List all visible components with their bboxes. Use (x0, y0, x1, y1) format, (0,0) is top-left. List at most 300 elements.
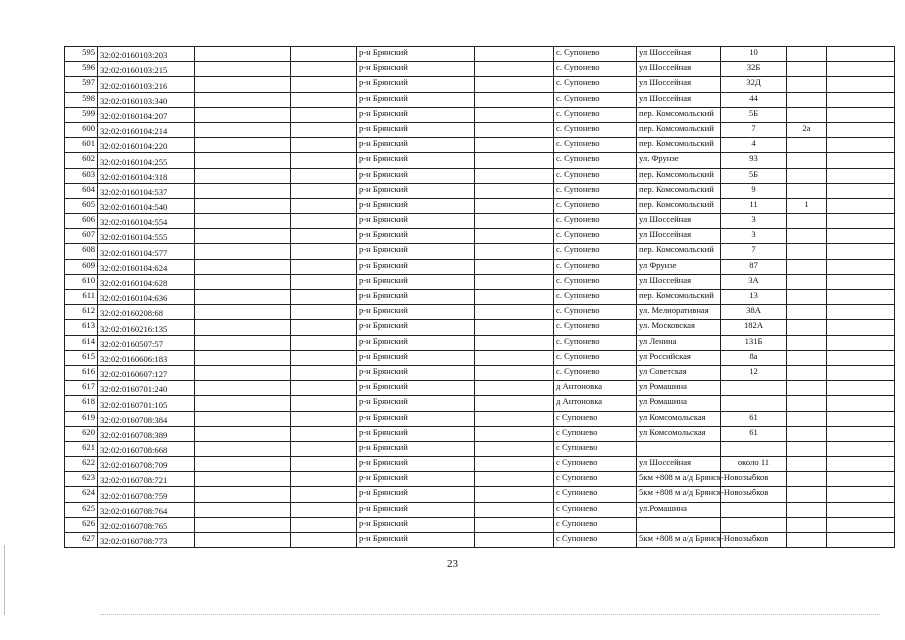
cell-house-number: 44 (721, 92, 787, 107)
cell-empty-col-c (475, 533, 554, 548)
cell-empty-col-a (195, 244, 291, 259)
cell-empty-col-a (195, 183, 291, 198)
cell-cadastral-number: 32:02:0160708:773 (98, 533, 195, 548)
cell-building-number (787, 153, 827, 168)
cell-empty-col-c (475, 229, 554, 244)
cell-empty-col-b (291, 274, 357, 289)
cell-settlement: с. Супонево (554, 244, 637, 259)
cell-empty-col-d (827, 214, 895, 229)
cell-empty-col-c (475, 335, 554, 350)
cell-row-number: 622 (65, 457, 98, 472)
cell-district: р-н Брянский (357, 259, 475, 274)
cell-settlement: с. Супонево (554, 77, 637, 92)
cell-empty-col-a (195, 47, 291, 62)
cell-house-number: 61 (721, 411, 787, 426)
cell-empty-col-c (475, 305, 554, 320)
cell-house-number: 5Б (721, 168, 787, 183)
cell-empty-col-b (291, 77, 357, 92)
table-row (65, 259, 895, 274)
table-row (65, 426, 895, 441)
cell-street: ул Шоссейная (637, 47, 721, 62)
cell-empty-col-a (195, 122, 291, 137)
table-row (65, 381, 895, 396)
cell-district: р-н Брянский (357, 381, 475, 396)
cell-empty-col-d (827, 62, 895, 77)
cell-district: р-н Брянский (357, 365, 475, 380)
cell-row-number: 596 (65, 62, 98, 77)
cell-empty-col-c (475, 381, 554, 396)
cell-settlement: с. Супонево (554, 122, 637, 137)
cell-street: пер. Комсомольский (637, 198, 721, 213)
cell-house-number: 87 (721, 259, 787, 274)
cell-empty-col-a (195, 259, 291, 274)
cell-cadastral-number: 32:02:0160104:207 (98, 107, 195, 122)
cell-empty-col-d (827, 472, 895, 487)
cell-empty-col-a (195, 92, 291, 107)
cell-empty-col-c (475, 441, 554, 456)
cell-cadastral-number: 32:02:0160708:764 (98, 502, 195, 517)
cell-street: пер. Комсомольский (637, 244, 721, 259)
cell-empty-col-c (475, 77, 554, 92)
cell-cadastral-number: 32:02:0160701:240 (98, 381, 195, 396)
cell-house-number: 93 (721, 153, 787, 168)
table-row (65, 487, 895, 502)
cell-settlement: с. Супонево (554, 305, 637, 320)
cell-settlement: с. Супонево (554, 138, 637, 153)
cell-row-number: 605 (65, 198, 98, 213)
cell-building-number (787, 168, 827, 183)
table-row (65, 62, 895, 77)
cell-cadastral-number: 32:02:0160104:577 (98, 244, 195, 259)
cell-empty-col-c (475, 502, 554, 517)
cell-empty-col-b (291, 441, 357, 456)
cell-cadastral-number: 32:02:0160104:255 (98, 153, 195, 168)
cell-settlement: с. Супонево (554, 214, 637, 229)
cell-district: р-н Брянский (357, 487, 475, 502)
cell-empty-col-a (195, 472, 291, 487)
cell-empty-col-c (475, 138, 554, 153)
cell-settlement: с Супонево (554, 457, 637, 472)
cell-building-number (787, 517, 827, 532)
cell-empty-col-d (827, 441, 895, 456)
cell-district: р-н Брянский (357, 244, 475, 259)
cell-cadastral-number: 32:02:0160708:668 (98, 441, 195, 456)
cell-building-number (787, 487, 827, 502)
cell-building-number (787, 381, 827, 396)
cell-row-number: 601 (65, 138, 98, 153)
cell-row-number: 613 (65, 320, 98, 335)
cell-house-number: 7 (721, 244, 787, 259)
cell-house-number: 131Б (721, 335, 787, 350)
cell-empty-col-c (475, 472, 554, 487)
cell-street: ул Советская (637, 365, 721, 380)
cell-row-number: 617 (65, 381, 98, 396)
page-number: 23 (447, 558, 458, 570)
cell-cadastral-number: 32:02:0160104:318 (98, 168, 195, 183)
table-row (65, 472, 895, 487)
cell-empty-col-a (195, 381, 291, 396)
cell-settlement: с Супонево (554, 533, 637, 548)
cell-cadastral-number: 32:02:0160104:554 (98, 214, 195, 229)
cell-settlement: д Антоновка (554, 396, 637, 411)
cell-empty-col-d (827, 533, 895, 548)
cell-empty-col-d (827, 350, 895, 365)
cell-settlement: с. Супонево (554, 62, 637, 77)
cell-row-number: 610 (65, 274, 98, 289)
cell-settlement: с. Супонево (554, 320, 637, 335)
cell-row-number: 614 (65, 335, 98, 350)
cell-cadastral-number: 32:02:0160103:215 (98, 62, 195, 77)
cell-cadastral-number: 32:02:0160606:183 (98, 350, 195, 365)
cell-district: р-н Брянский (357, 229, 475, 244)
cell-row-number: 606 (65, 214, 98, 229)
table-row (65, 305, 895, 320)
cell-empty-col-a (195, 502, 291, 517)
cell-district: р-н Брянский (357, 122, 475, 137)
cell-empty-col-a (195, 168, 291, 183)
cell-building-number (787, 472, 827, 487)
cell-cadastral-number: 32:02:0160708:709 (98, 457, 195, 472)
cell-empty-col-c (475, 274, 554, 289)
cell-district: р-н Брянский (357, 320, 475, 335)
cell-district: р-н Брянский (357, 198, 475, 213)
cell-district: р-н Брянский (357, 335, 475, 350)
scan-artifact-line (100, 614, 880, 615)
cell-empty-col-b (291, 47, 357, 62)
cell-empty-col-b (291, 457, 357, 472)
cell-empty-col-b (291, 138, 357, 153)
cell-building-number (787, 350, 827, 365)
cell-street (637, 517, 721, 532)
cell-house-number (721, 441, 787, 456)
cell-house-number: 5Б (721, 107, 787, 122)
cell-building-number (787, 214, 827, 229)
table-row (65, 320, 895, 335)
table-row (65, 533, 895, 548)
cell-building-number (787, 365, 827, 380)
cell-row-number: 612 (65, 305, 98, 320)
cell-empty-col-c (475, 517, 554, 532)
cell-empty-col-c (475, 411, 554, 426)
cell-row-number: 607 (65, 229, 98, 244)
cell-street: ул Комсомольская (637, 426, 721, 441)
cell-street: пер. Комсомольский (637, 122, 721, 137)
cell-empty-col-d (827, 198, 895, 213)
register-table-body (65, 47, 895, 548)
cell-district: р-н Брянский (357, 411, 475, 426)
cell-building-number (787, 320, 827, 335)
cell-district: р-н Брянский (357, 472, 475, 487)
cell-empty-col-c (475, 198, 554, 213)
cell-empty-col-b (291, 502, 357, 517)
table-row (65, 198, 895, 213)
cell-cadastral-number: 32:02:0160104:220 (98, 138, 195, 153)
cell-house-number (721, 502, 787, 517)
cell-settlement: с Супонево (554, 487, 637, 502)
cell-street: пер. Комсомольский (637, 138, 721, 153)
cell-house-number: 38А (721, 305, 787, 320)
cell-empty-col-d (827, 138, 895, 153)
cell-street: пер. Комсомольский (637, 107, 721, 122)
cell-district: р-н Брянский (357, 426, 475, 441)
cell-empty-col-b (291, 183, 357, 198)
cell-cadastral-number: 32:02:0160701:105 (98, 396, 195, 411)
cell-district: р-н Брянский (357, 168, 475, 183)
cell-empty-col-c (475, 290, 554, 305)
cell-building-number (787, 229, 827, 244)
cell-row-number: 602 (65, 153, 98, 168)
cell-row-number: 608 (65, 244, 98, 259)
cell-empty-col-c (475, 457, 554, 472)
cell-building-number (787, 426, 827, 441)
table-row (65, 517, 895, 532)
table-row (65, 274, 895, 289)
cell-street: пер. Комсомольский (637, 290, 721, 305)
cell-street: пер. Комсомольский (637, 168, 721, 183)
cell-street: ул Российская (637, 350, 721, 365)
cell-building-number (787, 92, 827, 107)
cell-house-number (721, 381, 787, 396)
cell-empty-col-d (827, 107, 895, 122)
cell-building-number (787, 62, 827, 77)
table-row (65, 168, 895, 183)
register-table (64, 46, 895, 548)
cell-row-number: 611 (65, 290, 98, 305)
cell-building-number (787, 107, 827, 122)
cell-empty-col-d (827, 457, 895, 472)
cell-empty-col-b (291, 153, 357, 168)
cell-cadastral-number: 32:02:0160104:214 (98, 122, 195, 137)
cell-empty-col-a (195, 411, 291, 426)
cell-empty-col-b (291, 305, 357, 320)
cell-building-number (787, 183, 827, 198)
cell-district: р-н Брянский (357, 77, 475, 92)
cell-empty-col-b (291, 472, 357, 487)
cell-empty-col-d (827, 183, 895, 198)
cell-building-number (787, 502, 827, 517)
cell-street: ул Шоссейная (637, 274, 721, 289)
cell-row-number: 598 (65, 92, 98, 107)
cell-empty-col-d (827, 229, 895, 244)
cell-district: р-н Брянский (357, 214, 475, 229)
cell-street: ул Шоссейная (637, 77, 721, 92)
cell-empty-col-b (291, 426, 357, 441)
cell-settlement: с. Супонево (554, 183, 637, 198)
cell-settlement: с. Супонево (554, 350, 637, 365)
cell-empty-col-b (291, 396, 357, 411)
cell-empty-col-d (827, 259, 895, 274)
cell-empty-col-d (827, 320, 895, 335)
cell-empty-col-d (827, 396, 895, 411)
cell-settlement: с Супонево (554, 517, 637, 532)
table-row (65, 502, 895, 517)
cell-empty-col-a (195, 214, 291, 229)
cell-building-number (787, 533, 827, 548)
cell-cadastral-number: 32:02:0160104:624 (98, 259, 195, 274)
table-row (65, 457, 895, 472)
cell-settlement: с Супонево (554, 441, 637, 456)
cell-empty-col-a (195, 350, 291, 365)
cell-empty-col-b (291, 320, 357, 335)
cell-row-number: 603 (65, 168, 98, 183)
cell-empty-col-c (475, 47, 554, 62)
cell-district: р-н Брянский (357, 138, 475, 153)
cell-empty-col-a (195, 365, 291, 380)
cell-street: ул Шоссейная (637, 214, 721, 229)
cell-district: р-н Брянский (357, 502, 475, 517)
cell-row-number: 600 (65, 122, 98, 137)
cell-street: 5км +808 м а/д Брянск-Новозыбков (637, 487, 721, 502)
cell-building-number (787, 290, 827, 305)
table-row (65, 244, 895, 259)
cell-street: ул. Фрунзе (637, 153, 721, 168)
cell-settlement: с. Супонево (554, 365, 637, 380)
cell-house-number: 8а (721, 350, 787, 365)
cell-empty-col-c (475, 92, 554, 107)
cell-empty-col-a (195, 138, 291, 153)
cell-empty-col-b (291, 335, 357, 350)
cell-empty-col-b (291, 365, 357, 380)
table-row (65, 441, 895, 456)
cell-empty-col-d (827, 305, 895, 320)
cell-street: ул Шоссейная (637, 457, 721, 472)
cell-empty-col-d (827, 365, 895, 380)
cell-cadastral-number: 32:02:0160708:759 (98, 487, 195, 502)
cell-row-number: 597 (65, 77, 98, 92)
cell-empty-col-c (475, 168, 554, 183)
cell-cadastral-number: 32:02:0160104:628 (98, 274, 195, 289)
cell-building-number (787, 77, 827, 92)
cell-empty-col-d (827, 77, 895, 92)
cell-row-number: 619 (65, 411, 98, 426)
cell-settlement: с. Супонево (554, 198, 637, 213)
cell-empty-col-a (195, 426, 291, 441)
cell-house-number: 4 (721, 138, 787, 153)
table-row (65, 138, 895, 153)
cell-settlement: с. Супонево (554, 168, 637, 183)
cell-empty-col-d (827, 168, 895, 183)
cell-settlement: с Супонево (554, 502, 637, 517)
cell-cadastral-number: 32:02:0160103:216 (98, 77, 195, 92)
cell-empty-col-d (827, 122, 895, 137)
cell-empty-col-c (475, 320, 554, 335)
cell-empty-col-a (195, 107, 291, 122)
cell-empty-col-a (195, 77, 291, 92)
table-row (65, 335, 895, 350)
cell-empty-col-b (291, 411, 357, 426)
cell-settlement: с Супонево (554, 472, 637, 487)
cell-empty-col-d (827, 92, 895, 107)
cell-street: ул Ромашина (637, 381, 721, 396)
cell-street: ул. Мелиоративная (637, 305, 721, 320)
cell-cadastral-number: 32:02:0160104:555 (98, 229, 195, 244)
cell-street: ул Шоссейная (637, 62, 721, 77)
cell-row-number: 618 (65, 396, 98, 411)
cell-cadastral-number: 32:02:0160607:127 (98, 365, 195, 380)
cell-street: пер. Комсомольский (637, 183, 721, 198)
cell-street: ул. Московская (637, 320, 721, 335)
cell-empty-col-a (195, 517, 291, 532)
cell-row-number: 595 (65, 47, 98, 62)
cell-row-number: 623 (65, 472, 98, 487)
cell-empty-col-b (291, 381, 357, 396)
cell-empty-col-a (195, 335, 291, 350)
cell-empty-col-b (291, 229, 357, 244)
cell-street: ул Шоссейная (637, 229, 721, 244)
table-row (65, 47, 895, 62)
cell-district: р-н Брянский (357, 457, 475, 472)
table-row (65, 122, 895, 137)
cell-empty-col-a (195, 290, 291, 305)
cell-empty-col-a (195, 274, 291, 289)
cell-building-number (787, 47, 827, 62)
cell-empty-col-c (475, 244, 554, 259)
cell-row-number: 599 (65, 107, 98, 122)
cell-row-number: 627 (65, 533, 98, 548)
cell-empty-col-d (827, 502, 895, 517)
cell-building-number (787, 441, 827, 456)
cell-settlement: с. Супонево (554, 335, 637, 350)
cell-building-number (787, 396, 827, 411)
cell-building-number (787, 305, 827, 320)
cell-empty-col-d (827, 381, 895, 396)
cell-cadastral-number: 32:02:0160103:203 (98, 47, 195, 62)
cell-building-number (787, 411, 827, 426)
cell-empty-col-d (827, 290, 895, 305)
cell-settlement: с Супонево (554, 426, 637, 441)
cell-street: ул Шоссейная (637, 92, 721, 107)
cell-district: р-н Брянский (357, 274, 475, 289)
cell-cadastral-number: 32:02:0160708:765 (98, 517, 195, 532)
cell-house-number: 13 (721, 290, 787, 305)
cell-street: 5км +808 м а/д Брянск-Новозыбков (637, 533, 721, 548)
cell-building-number (787, 335, 827, 350)
cell-cadastral-number: 32:02:0160104:537 (98, 183, 195, 198)
cell-building-number (787, 244, 827, 259)
cell-cadastral-number: 32:02:0160708:389 (98, 426, 195, 441)
cell-cadastral-number: 32:02:0160208:68 (98, 305, 195, 320)
cell-district: р-н Брянский (357, 396, 475, 411)
table-row (65, 153, 895, 168)
cell-district: р-н Брянский (357, 441, 475, 456)
cell-empty-col-c (475, 183, 554, 198)
cell-empty-col-a (195, 441, 291, 456)
cell-empty-col-c (475, 214, 554, 229)
cell-district: р-н Брянский (357, 290, 475, 305)
cell-empty-col-b (291, 107, 357, 122)
cell-building-number (787, 138, 827, 153)
cell-street: ул.Ромашина (637, 502, 721, 517)
cell-empty-col-d (827, 487, 895, 502)
cell-empty-col-d (827, 153, 895, 168)
cell-house-number: около 11 (721, 457, 787, 472)
table-row (65, 77, 895, 92)
cell-row-number: 625 (65, 502, 98, 517)
cell-settlement: с Супонево (554, 411, 637, 426)
cell-house-number: 3 (721, 214, 787, 229)
cell-house-number: 32Д (721, 77, 787, 92)
cell-district: р-н Брянский (357, 153, 475, 168)
cell-house-number: 3А (721, 274, 787, 289)
cell-empty-col-a (195, 229, 291, 244)
table-row (65, 411, 895, 426)
cell-empty-col-b (291, 168, 357, 183)
cell-house-number: 61 (721, 426, 787, 441)
cell-empty-col-b (291, 350, 357, 365)
cell-house-number: 32Б (721, 62, 787, 77)
cell-cadastral-number: 32:02:0160708:721 (98, 472, 195, 487)
cell-empty-col-c (475, 122, 554, 137)
